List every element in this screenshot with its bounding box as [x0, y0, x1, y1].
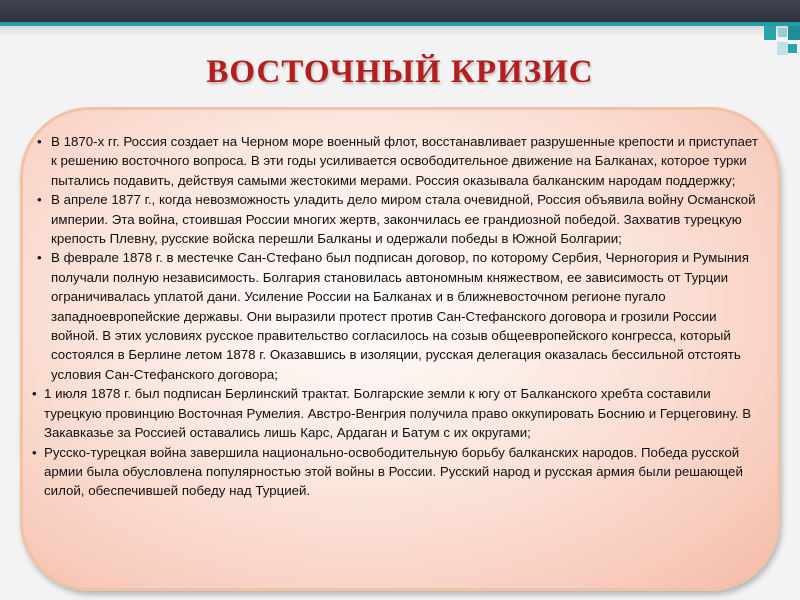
- bullet-text: В апреле 1877 г., когда невозможность уладить дело миром стала очевидной, Россия объявила войну Османской империи. Эта война, стоившая России многих жертв, закончилась ее грандиозной победой. Захватив турецкую крепость Плевну, русские войска перешли Балканы и одержали победы в Южной Болгарии;: [51, 192, 756, 247]
- decor-square: [764, 26, 776, 40]
- bullet-icon: •: [37, 250, 42, 266]
- decor-square: [778, 28, 787, 37]
- bullet-item: [33, 190, 760, 248]
- bullet-item: [33, 248, 760, 384]
- bullet-icon: •: [37, 134, 42, 149]
- accent-shadow: [0, 26, 800, 36]
- bullet-item: [33, 384, 760, 442]
- bullet-icon: •: [32, 444, 37, 460]
- bullet-icon: •: [37, 192, 42, 208]
- top-banner: [0, 0, 800, 22]
- bullet-icon: •: [32, 386, 37, 402]
- slide-title: ВОСТОЧНЫЙ КРИЗИС: [206, 54, 594, 90]
- bullet-item: [33, 132, 760, 190]
- bullet-list: [33, 132, 760, 501]
- bullet-text: В феврале 1878 г. в местечке Сан-Стефано был подписан договор, по которому Сербия, Черногория и Румыния получали полную независимость. Болгария становилась автономным княжеством, ее зависимость от Турции ограничивалась уплатой дани. Усиление России на Балканах и в ближневосточном регионе пугало западноевропейские державы. Они выразили протест против Сан-Стефанского договора и грозили России войной. В этих условиях русское правительство согласилось на созыв общеевропейского конгресса, который состоялся в Берлине летом 1878 г. Оказавшись в изоляции, русская делегация оказалась бессильной отстоять условия Сан-Стефанского договора;: [51, 250, 749, 382]
- bullet-text: Русско-турецкая война завершила национально-освободительную борьбу балканских народов. Победа русской армии была обусловлена популярностью этой войны в России. Русский народ и русская армия были решающей силой, обеспечившей победу над Турцией.: [44, 444, 743, 499]
- bullet-item: [33, 443, 760, 501]
- decor-square: [788, 44, 797, 53]
- bullet-text: 1 июля 1878 г. был подписан Берлинский трактат. Болгарские земли к югу от Балканского хребта составили турецкую провинцию Восточная Румелия. Австро-Венгрия получила право оккупировать Боснию и Герцеговину. В Закавказье за Россией оставались лишь Карс, Ардаган и Батум с их округами;: [44, 386, 752, 441]
- decor-square: [788, 26, 800, 40]
- bullet-text: В 1870-х гг. Россия создает на Черном море военный флот, восстанавливает разрушенные крепости и приступает к решению восточного вопроса. В эти годы усиливается освободительное движение на Балканах, которое турки пытались подавить, действуя самыми жестокими мерами. Россия оказывала балканским народам поддержку;: [51, 134, 758, 188]
